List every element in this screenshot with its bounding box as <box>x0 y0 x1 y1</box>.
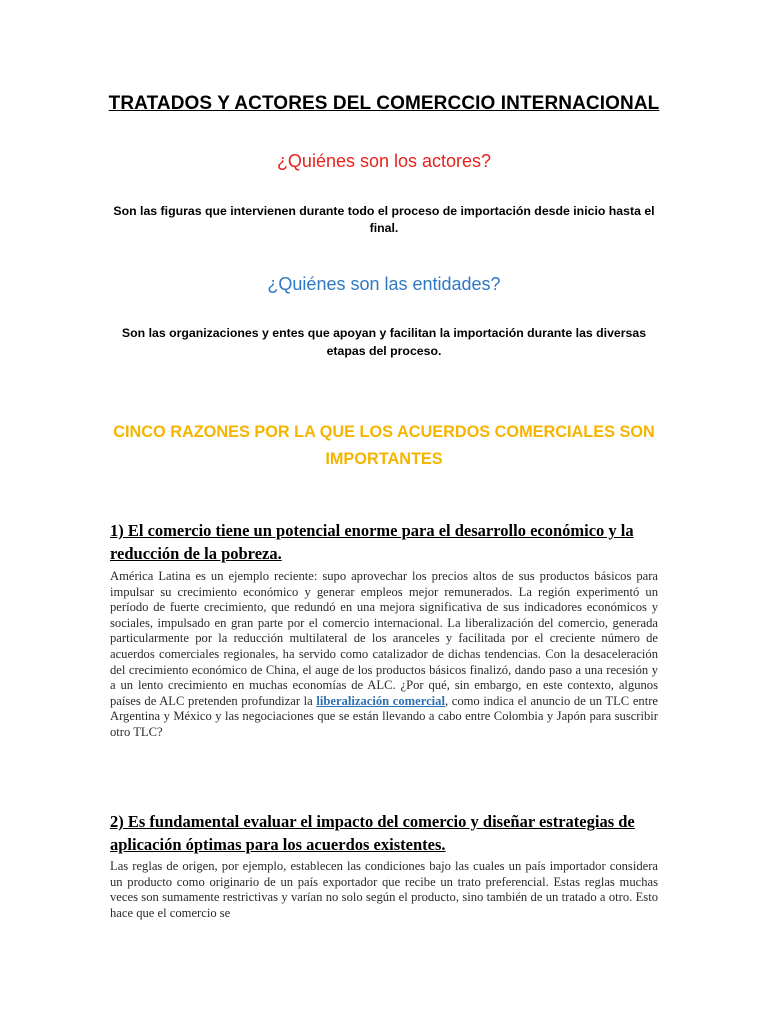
trade-liberalization-link[interactable]: liberalización comercial <box>316 693 445 708</box>
reasons-heading: CINCO RAZONES POR LA QUE LOS ACUERDOS COMERCIALES SON IMPORTANTES <box>113 423 655 468</box>
question-entities: ¿Quiénes son las entidades? <box>267 274 501 294</box>
section-1-text-before-link: América Latina es un ejemplo reciente: supo aprovechar los precios altos de sus productos básicos para impulsar su crecimiento económico y generar empleos mejor remunerados. La región experimentó un período de fuerte crecimiento, que redundó en una mejora significativa de sus indicadores económicos y sociales, impulsado en gran parte por el comercio internacional. La liberalización del comercio, generada particularmente por la reducción multilateral de los aranceles y facilitada por el creciente número de acuerdos comerciales regionales, ha servido como catalizador de dichas tendencias. Con la desaceleración del crecimiento económico de China, el auge de los productos básicos finalizó, dando paso a una recesión y a un lento crecimiento en muchas economías de ALC. ¿Por qué, sin embargo, en este contexto, algunos países de ALC pretenden profundizar la <box>110 569 658 708</box>
section-2-heading: 2) Es fundamental evaluar el impacto del comercio y diseñar estrategias de aplicación óptimas para los acuerdos existentes. <box>110 812 635 854</box>
section-1-heading: 1) El comercio tiene un potencial enorme para el desarrollo económico y la reducción de la pobreza. <box>110 521 634 563</box>
answer-actors: Son las figuras que intervienen durante todo el proceso de importación desde inicio hasta el final. <box>113 204 655 235</box>
section-1-body <box>110 569 658 741</box>
question-actors: ¿Quiénes son los actores? <box>276 151 492 171</box>
section-1-text-after-link: , como indica el anuncio de un TLC entre Argentina y México y las negociaciones que se están llevando a cabo entre Colombia y Japón para suscribir otro TLC? <box>110 693 659 739</box>
answer-entities: Son las organizaciones y entes que apoyan y facilitan la importación durante las diversas etapas del proceso. <box>121 326 647 358</box>
section-2-body: Las reglas de origen, por ejemplo, establecen las condiciones bajo las cuales un país importador considera un producto como originario de un país exportador que recibe un trato preferencial. Estas reglas muchas veces son sumamente restrictivas y varían no solo según el producto, sino también de un tratado a otro. Esto hace que el comercio se <box>110 859 658 920</box>
document-title: TRATADOS Y ACTORES DEL COMERCCIO INTERNACIONAL <box>108 93 660 114</box>
